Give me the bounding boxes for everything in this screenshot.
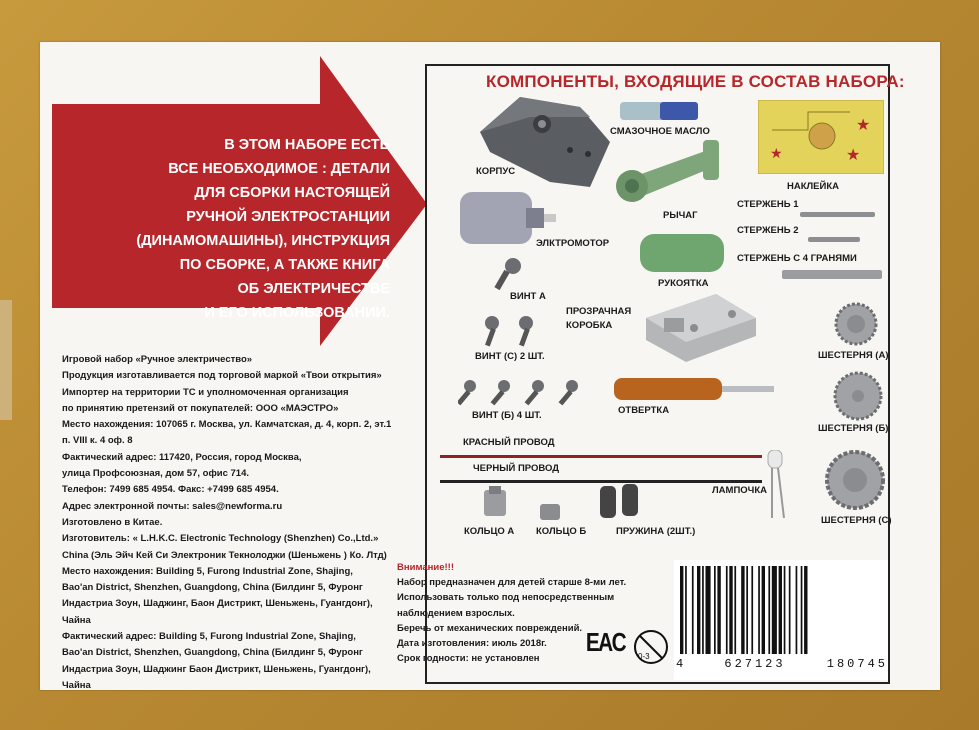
label-handle: РУКОЯТКА	[658, 278, 709, 289]
manufacturer-info	[62, 352, 392, 694]
label-lever: РЫЧАГ	[663, 210, 698, 221]
label-ring-b: КОЛЬЦО Б	[536, 526, 587, 537]
barcode-bar	[741, 566, 744, 654]
housing-image	[470, 92, 620, 192]
lever-image	[608, 136, 738, 206]
oil-tube-image	[620, 100, 700, 124]
svg-text:★: ★	[856, 117, 871, 134]
info-line: Индастриа Зоун, Шаджинг, Баон Дистрикт, Шеньжень, Гуангдонг),	[62, 598, 373, 610]
warning-title: Внимание!!!	[397, 562, 454, 573]
clear-box-image	[636, 288, 762, 366]
tape-strip	[0, 300, 12, 420]
barcode-bar	[762, 566, 765, 654]
components-title: КОМПОНЕНТЫ, ВХОДЯЩИЕ В СОСТАВ НАБОРА:	[486, 72, 905, 91]
barcode-bar	[714, 566, 716, 654]
label-box-2: КОРОБКА	[566, 320, 613, 331]
info-line: Bao'an District, Shenzhen, Guangdong, China (Билдинг 5, Фуронг	[62, 582, 363, 594]
age-warning-icon	[634, 630, 668, 664]
label-rod1: СТЕРЖЕНЬ 1	[737, 199, 799, 210]
arrow-line: РУЧНОЙ ЭЛЕКТРОСТАНЦИИ	[186, 209, 390, 225]
barcode-bar	[804, 566, 807, 654]
barcode-bar	[779, 566, 782, 654]
svg-text:★: ★	[846, 147, 861, 164]
label-rod2: СТЕРЖЕНЬ 2	[737, 225, 799, 236]
barcode-bar	[706, 566, 711, 654]
label-gear-a: ШЕСТЕРНЯ (А)	[818, 350, 889, 361]
barcode-digit-group: 180745	[826, 657, 888, 671]
info-line: Чайна	[62, 679, 91, 691]
barcode-bar	[685, 566, 687, 654]
info-line: Игровой набор «Ручное электричество»	[62, 354, 253, 365]
barcode-bar	[692, 566, 694, 654]
warning-line: Дата изготовления: июль 2018г.	[397, 638, 547, 650]
barcode-bar	[751, 566, 753, 654]
arrow-line: ОБ ЭЛЕКТРИЧЕСТВЕ	[237, 281, 390, 297]
label-spring: ПРУЖИНА (2ШТ.)	[616, 526, 696, 537]
info-line: Индастриа Зоун, Шаджинг Баон Дистрикт, Шеньжень, Гуангдонг),	[62, 663, 371, 675]
arrow-line: В ЭТОМ НАБОРЕ ЕСТЬ	[224, 137, 390, 153]
screw-b-image	[458, 378, 598, 412]
barcode-bars	[674, 560, 888, 655]
rod1-image	[800, 210, 880, 220]
ring-a-image	[480, 486, 510, 522]
arrow-line: И ЕГО ИСПОЛЬЗОВАНИИ.	[204, 305, 390, 321]
screw-a-image	[493, 256, 529, 292]
arrow-description	[130, 133, 390, 325]
label-sticker: НАКЛЕЙКА	[787, 181, 840, 192]
label-screwdriver: ОТВЕРТКА	[618, 405, 670, 416]
info-line: Фактический адрес: 117420, Россия, город Москва,	[62, 451, 302, 463]
label-oil: СМАЗОЧНОЕ МАСЛО	[610, 126, 710, 137]
label-box-1: ПРОЗРАЧНАЯ	[566, 306, 632, 317]
rod4-image	[782, 268, 884, 282]
info-line: по принятию претензий от покупателей: ООО «МАЭСТРО»	[62, 402, 339, 414]
info-line: Изготовитель: « L.H.K.C. Electronic Technology (Shenzhen) Co.,Ltd.»	[62, 533, 379, 545]
age-warning-text: 0-3	[638, 652, 650, 661]
spring-image	[598, 482, 646, 522]
warning-line: наблюдением взрослых.	[397, 607, 515, 619]
label-lamp: ЛАМПОЧКА	[712, 485, 767, 496]
arrow-line: ДЛЯ СБОРКИ НАСТОЯЩЕЙ	[194, 185, 390, 201]
label-screw-a: ВИНТ А	[510, 291, 546, 302]
label-gear-b: ШЕСТЕРНЯ (Б)	[818, 423, 889, 434]
label-black-wire: ЧЕРНЫЙ ПРОВОД	[473, 463, 560, 474]
barcode-bar	[746, 566, 748, 654]
gear-b-image	[828, 370, 888, 422]
label-red-wire: КРАСНЫЙ ПРОВОД	[463, 437, 555, 448]
gear-c-image	[820, 448, 890, 512]
warning-line: Беречь от механических повреждений.	[397, 622, 583, 634]
info-line: Адрес электронной почты: sales@newforma.ru	[62, 500, 283, 512]
barcode-bar	[734, 566, 736, 654]
barcode-bar	[729, 566, 732, 654]
screwdriver-image	[612, 374, 776, 404]
gear-a-image	[828, 300, 884, 346]
barcode-bar	[680, 566, 683, 654]
info-line: Продукция изготавливается под торговой маркой «Твои открытия»	[62, 370, 382, 382]
arrow-line: ПО СБОРКЕ, А ТАКЖЕ КНИГА	[179, 257, 390, 273]
info-line: Телефон: 7499 685 4954. Факс: +7499 685 4954.	[62, 484, 279, 496]
arrow-line: (ДИНАМОМАШИНЫ), ИНСТРУКЦИЯ	[136, 233, 390, 249]
label-ring-a: КОЛЬЦО А	[464, 526, 515, 537]
barcode-bar	[772, 566, 777, 654]
barcode-bar	[796, 566, 798, 654]
rod2-image	[808, 235, 868, 245]
screw-c-image	[480, 314, 550, 350]
red-wire-image	[440, 455, 762, 458]
barcode-number	[676, 657, 888, 671]
label-rod4: СТЕРЖЕНЬ С 4 ГРАНЯМИ	[737, 253, 857, 264]
label-housing: КОРПУС	[476, 166, 516, 177]
barcode-bar	[789, 566, 791, 654]
barcode-bar	[768, 566, 770, 654]
handle-image	[638, 232, 728, 276]
label-motor: ЭЛКТРОМОТОР	[536, 238, 610, 249]
barcode-bar	[758, 566, 760, 654]
barcode-bar	[717, 566, 720, 654]
barcode-bar	[697, 566, 700, 654]
ring-b-image	[538, 500, 562, 522]
sticker-image	[758, 100, 884, 174]
barcode-bar	[726, 566, 728, 654]
lamp-image	[762, 450, 802, 522]
warning-line: Использовать только под непосредственным	[397, 592, 615, 604]
info-line: Фактический адрес: Building 5, Furong Industrial Zone, Shajing,	[62, 631, 356, 643]
label-screw-b: ВИНТ (Б) 4 ШТ.	[472, 410, 542, 421]
barcode-digit-group: 627123	[724, 657, 786, 671]
info-line: Изготовлено в Китае.	[62, 516, 163, 528]
barcode-digit-group: 4	[676, 657, 684, 671]
label-screw-c: ВИНТ (С) 2 ШТ.	[475, 351, 545, 362]
info-line: Чайна	[62, 614, 91, 626]
info-line: China (Эль Эйч Кей Си Электроник Текнолоджи (Шеньжень ) Ко. Лтд)	[62, 549, 387, 561]
barcode-bar	[784, 566, 786, 654]
info-line: Место нахождения: Building 5, Furong Industrial Zone, Shajing,	[62, 565, 353, 577]
barcode-bar	[801, 566, 803, 654]
warning-line: Срок годности: не установлен	[397, 653, 540, 665]
arrow-line: ВСЕ НЕОБХОДИМОЕ : ДЕТАЛИ	[168, 161, 390, 177]
info-line: Место нахождения: 107065 г. Москва, ул. Камчатская, д. 4, корп. 2, эт.1 п. VIII к. 4 оф. 8	[62, 419, 392, 447]
info-line: Импортер на территории ТС и уполномоченная организация	[62, 386, 349, 398]
eac-mark: EAC	[585, 627, 626, 657]
barcode-bar	[702, 566, 704, 654]
label-gear-c: ШЕСТЕРНЯ (С)	[821, 515, 892, 526]
svg-text:★: ★	[770, 145, 783, 161]
info-line: Bao'an District, Shenzhen, Guangdong, China (Билдинг 5, Фуронг	[62, 647, 363, 659]
info-line: улица Профсоюзная, дом 57, офис 714.	[62, 468, 250, 480]
warning-line: Набор предназначен для детей старше 8-ми лет.	[397, 577, 627, 589]
